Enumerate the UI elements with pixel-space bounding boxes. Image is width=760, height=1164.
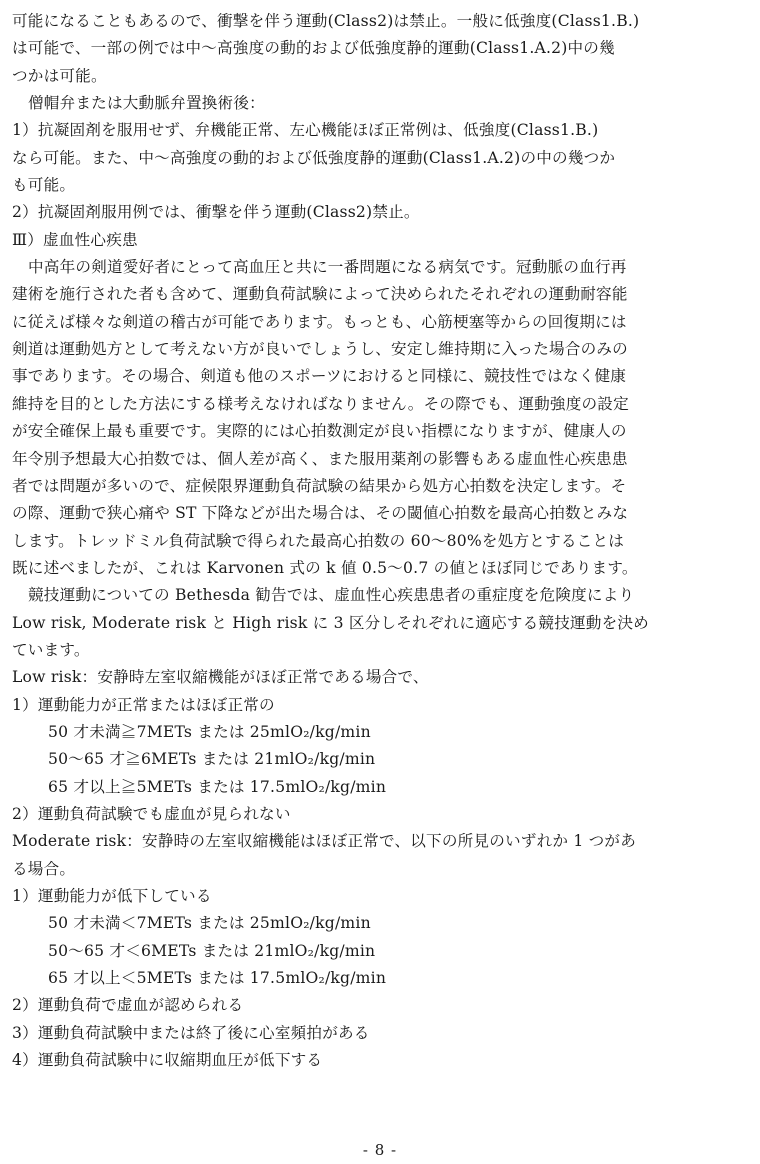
section-heading: Ⅲ）虚血性心疾患 [12, 230, 138, 249]
text-line: る場合。 [12, 859, 76, 878]
criteria-line: 50 才未満＜7METs または 25mlO₂/kg/min [48, 914, 371, 933]
text-line: つかは可能。 [12, 66, 107, 85]
criteria-line: 50 才未満≧7METs または 25mlO₂/kg/min [48, 722, 371, 741]
text-line: は可能で、一部の例では中〜高強度の動的および低強度静的運動(Class1.A.2)中の幾 [12, 39, 615, 58]
list-item: 3）運動負荷試験中または終了後に心室頻拍がある [12, 1023, 370, 1042]
text-line: の際、運動で狭心痛や ST 下降などが出た場合は、その閾値心拍数を最高心拍数とみな [12, 504, 629, 523]
list-item: 2）運動負荷で虚血が認められる [12, 996, 244, 1015]
list-item: 2）運動負荷試験でも虚血が見られない [12, 804, 291, 823]
text-line: 建術を施行された者も含めて、運動負荷試験によって決められたそれぞれの運動耐容能 [12, 285, 628, 304]
list-item: 1）運動能力が正常またはほぼ正常の [12, 695, 275, 714]
text-line: に従えば様々な剣道の稽古が可能であります。もっとも、心筋梗塞等からの回復期には [12, 312, 627, 331]
paragraph-start: 中高年の剣道愛好者にとって高血圧と共に一番問題になる病気です。冠動脈の血行再 [28, 258, 627, 277]
criteria-line: 50〜65 才＜6METs または 21mlO₂/kg/min [48, 941, 376, 960]
text-line: します。トレッドミル負荷試験で得られた最高心拍数の 60〜80%を処方とすることは [12, 531, 625, 550]
text-line: 者では問題が多いので、症候限界運動負荷試験の結果から処方心拍数を決定します。そ [12, 476, 627, 495]
text-line: 事であります。その場合、剣道も他のスポーツにおけると同様に、競技性ではなく健康 [12, 367, 627, 386]
list-item: 1）運動能力が低下している [12, 887, 212, 905]
risk-heading-moderate: Moderate risk：安静時の左室収縮機能はほぼ正常で、以下の所見のいずれか 1 つがあ [12, 832, 636, 851]
text-line: なら可能。また、中〜高強度の動的および低強度静的運動(Class1.A.2)の中の幾つか [12, 148, 616, 167]
risk-heading-low: Low risk：安静時左室収縮機能がほぼ正常である場合で、 [12, 668, 429, 687]
list-item: 1）抗凝固剤を服用せず、弁機能正常、左心機能ほぼ正常例は、低強度(Class1.B.) [12, 121, 599, 140]
text-line: 年令別予想最大心拍数では、個人差が高く、また服用薬剤の影響もある虚血性心疾患患 [12, 449, 628, 468]
text-line: ています。 [12, 640, 90, 659]
text-line: Low risk, Moderate risk と High risk に 3 区分しそれぞれに適応する競技運動を決め [12, 613, 649, 632]
page-number: - 8 - [362, 1141, 398, 1159]
text-line: 可能になることもあるので、衝撃を伴う運動(Class2)は禁止。一般に低強度(Class1.B.) [12, 12, 640, 30]
text-line: 既に述べましたが、これは Karvonen 式の k 値 0.5〜0.7 の値とほぼ同じであります。 [12, 558, 638, 577]
text-line: 剣道は運動処方として考えない方が良いでしょうし、安定し維持期に入った場合のみの [12, 340, 628, 359]
criteria-line: 65 才以上＜5METs または 17.5mlO₂/kg/min [48, 969, 387, 988]
criteria-line: 50〜65 才≧6METs または 21mlO₂/kg/min [48, 750, 376, 769]
criteria-line: 65 才以上≧5METs または 17.5mlO₂/kg/min [48, 777, 387, 796]
document-body [12, 8, 748, 1074]
section-heading: 僧帽弁または大動脈弁置換術後： [28, 94, 265, 113]
list-item: 4）運動負荷試験中に収縮期血圧が低下する [12, 1051, 323, 1070]
paragraph-start: 競技運動についての Bethesda 勧告では、虚血性心疾患患者の重症度を危険度により [28, 586, 635, 605]
text-line: も可能。 [12, 176, 76, 195]
text-line: が安全確保上最も重要です。実際的には心拍数測定が良い指標になりますが、健康人の [12, 422, 627, 441]
text-line: 維持を目的とした方法にする様考えなければなりません。その際でも、運動強度の設定 [12, 394, 629, 413]
list-item: 2）抗凝固剤服用例では、衝撃を伴う運動(Class2)禁止。 [12, 203, 420, 222]
